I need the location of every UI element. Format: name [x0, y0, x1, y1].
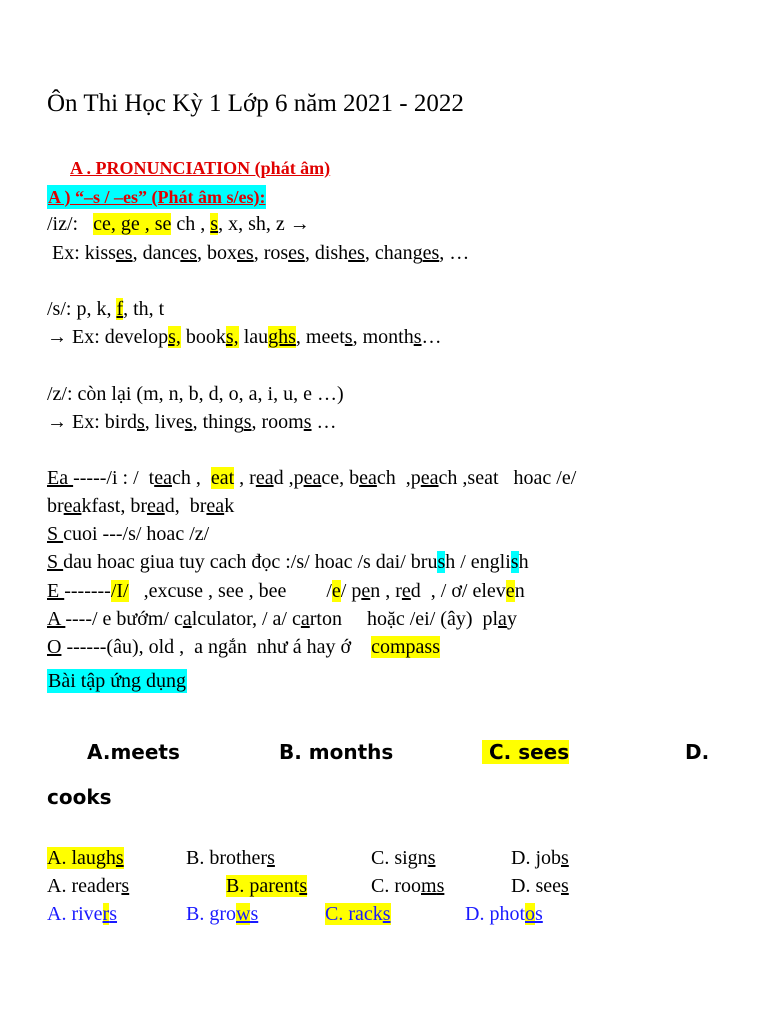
highlight: e [505, 580, 515, 602]
underline: s [303, 411, 312, 433]
text: ------(âu), old , a ngắn như á hay ớ [61, 636, 372, 658]
underline: es [115, 242, 133, 264]
underline: s [560, 875, 569, 897]
q1-option-d: D. [685, 740, 710, 764]
highlight: s [437, 551, 446, 573]
underline: ea [359, 467, 377, 489]
text: /iz/: [47, 213, 94, 235]
rule-a [47, 607, 517, 631]
underline: s [267, 847, 275, 869]
underline: S [47, 551, 64, 573]
text: / p [340, 580, 362, 602]
q4-option-d [465, 902, 543, 926]
text: kfast, br [81, 495, 147, 517]
text: n [514, 580, 525, 602]
underline: s [137, 411, 145, 433]
text: , chang [364, 242, 423, 264]
text: cuoi ---/s/ hoac /z/ [63, 523, 210, 545]
rule-s-cuoi [47, 522, 209, 546]
q3-option-d [511, 874, 569, 898]
underline: Ea [47, 467, 74, 489]
text: , thing [192, 411, 244, 433]
highlight: C. rack [325, 903, 383, 925]
underline: s [535, 903, 543, 925]
text: , month [352, 326, 414, 348]
underline: es [288, 242, 305, 264]
text: ,excuse , see , bee / [128, 580, 332, 602]
underline: s [427, 847, 436, 869]
underline: ea [420, 467, 439, 489]
underline: ea [206, 495, 225, 517]
underline: a [182, 608, 192, 630]
underline: E [47, 580, 65, 602]
underline: O [47, 636, 62, 658]
text: , room [251, 411, 304, 433]
underline: es [237, 242, 254, 264]
underline: s [561, 847, 569, 869]
text: ch , [171, 467, 211, 489]
underline: s [184, 411, 193, 433]
text: , x, sh, z [218, 213, 290, 235]
text: d , / ơ/ elev [410, 580, 506, 602]
page-title: Ôn Thi Học Kỳ 1 Lớp 6 năm 2021 - 2022 [47, 90, 464, 117]
text: , live [144, 411, 185, 433]
arrow-right-icon: → [289, 213, 310, 235]
text: /s/: p, k, [47, 298, 117, 320]
underline: a [498, 608, 507, 630]
text: , r [234, 467, 256, 489]
underline: A [47, 608, 66, 630]
q2-option-d [511, 846, 569, 870]
highlight: w [236, 903, 251, 925]
text: n , r [370, 580, 402, 602]
highlight: B. parent [226, 875, 300, 897]
q1-option-a: A.meets [87, 740, 180, 764]
q1-option-c: C. sees [482, 740, 570, 764]
q4-option-c [325, 902, 391, 926]
text: A. reader [47, 875, 122, 897]
rule-iz [47, 212, 310, 236]
exercise-heading: Bài tập ứng dụng [48, 670, 187, 692]
text: lculator, / a/ c [191, 608, 301, 630]
underline: es [180, 242, 198, 264]
subsection-s-es-heading: A ) “–s / –es” (Phát âm s/es): [48, 187, 266, 207]
text: D. job [511, 847, 561, 869]
underline: a [300, 608, 310, 630]
underline: m [421, 875, 437, 897]
underline: s [413, 326, 422, 348]
highlight: r [102, 903, 110, 925]
underline: ea [255, 467, 274, 489]
text: C. sign [371, 847, 428, 869]
highlight: s [510, 551, 519, 573]
rule-ea-line1 [47, 466, 576, 490]
highlight: s [115, 847, 124, 869]
q4-option-a [47, 902, 117, 926]
text: , ros [253, 242, 289, 264]
section-pronunciation-heading: A . PRONUNCIATION (phát âm) [70, 158, 331, 178]
text: lau [238, 326, 269, 348]
q4-option-b [186, 902, 258, 926]
text: D. phot [465, 903, 525, 925]
text: ch , [171, 213, 211, 235]
q1-option-b: B. months [279, 740, 394, 764]
text: … [311, 411, 337, 433]
text: , dish [304, 242, 349, 264]
underline: S [47, 523, 64, 545]
text: Ex: kiss [47, 242, 116, 264]
highlight: s, [225, 326, 239, 348]
highlight: A. laugh [47, 847, 116, 869]
text: Ex: develop [67, 326, 169, 348]
underline: es [348, 242, 365, 264]
text: k [224, 495, 235, 517]
underline: s [121, 875, 130, 897]
text: book [180, 326, 226, 348]
highlight: compass [371, 636, 440, 658]
underline: ea [63, 495, 82, 517]
q3-option-c [371, 874, 444, 898]
arrow-right-icon: → [47, 411, 67, 433]
highlight: ghs [268, 326, 296, 348]
text: B. brother [186, 847, 268, 869]
highlight: e [331, 580, 341, 602]
q3-option-b [226, 874, 307, 898]
text: br [47, 495, 64, 517]
underline: s [243, 411, 252, 433]
q2-option-c [371, 846, 435, 870]
q1-option-d-word: cooks [47, 785, 112, 809]
underline: e [401, 580, 411, 602]
rule-o [47, 635, 440, 659]
arrow-right-icon: → [47, 326, 67, 348]
highlight: o [525, 903, 535, 925]
underline: s [250, 903, 259, 925]
text: , danc [132, 242, 181, 264]
highlight: s, [168, 326, 181, 348]
text: dau hoac giua tuy cach đọc :/s/ hoac /s dai/ bru [63, 551, 438, 573]
q2-option-b [186, 846, 275, 870]
text: d, br [164, 495, 207, 517]
underline: ea [303, 467, 322, 489]
rule-z: /z/: còn lại (m, n, b, d, o, a, i, u, e …) [47, 383, 344, 405]
text: B. gro [186, 903, 236, 925]
rule-s [47, 297, 164, 321]
highlight: s [299, 875, 308, 897]
rule-e [47, 579, 525, 603]
highlight: s [382, 903, 391, 925]
underline: es [422, 242, 440, 264]
underline: e [361, 580, 371, 602]
rule-z-examples [47, 410, 337, 434]
text: D. see [511, 875, 561, 897]
q2-option-a [47, 846, 124, 870]
underline: ea [146, 495, 165, 517]
highlight: f [116, 298, 124, 320]
underline: s [109, 903, 118, 925]
text: ------- [64, 580, 111, 602]
highlight: eat [210, 467, 235, 489]
rule-ea-line2 [47, 494, 234, 518]
rule-iz-examples [47, 241, 469, 265]
text: ce, b [321, 467, 360, 489]
text: ch ,seat hoac /e/ [438, 467, 577, 489]
text: d ,p [273, 467, 304, 489]
text: , meet [295, 326, 345, 348]
text: rton hoặc /ei/ (ây) pl [309, 608, 499, 630]
text: A. rive [47, 903, 103, 925]
underline: s [344, 326, 353, 348]
highlight: ce, ge , se [93, 213, 172, 235]
text: h / engli [445, 551, 511, 573]
text: , … [439, 242, 470, 264]
text: -----/i : / t [73, 467, 155, 489]
text: , th, t [123, 298, 165, 320]
underline: s [436, 875, 445, 897]
q3-option-a [47, 874, 129, 898]
text: , box [197, 242, 238, 264]
underline: ea [154, 467, 172, 489]
text: … [421, 326, 442, 348]
text: Ex: bird [67, 411, 137, 433]
text: y [506, 608, 517, 630]
text: h [518, 551, 529, 573]
rule-s-dau [47, 550, 529, 574]
text: ----/ e bướm/ c [65, 608, 183, 630]
rule-s-examples [47, 325, 442, 349]
text: ch ,p [376, 467, 421, 489]
highlight: s [210, 213, 219, 235]
highlight: /I/ [110, 580, 129, 602]
text: C. roo [371, 875, 421, 897]
